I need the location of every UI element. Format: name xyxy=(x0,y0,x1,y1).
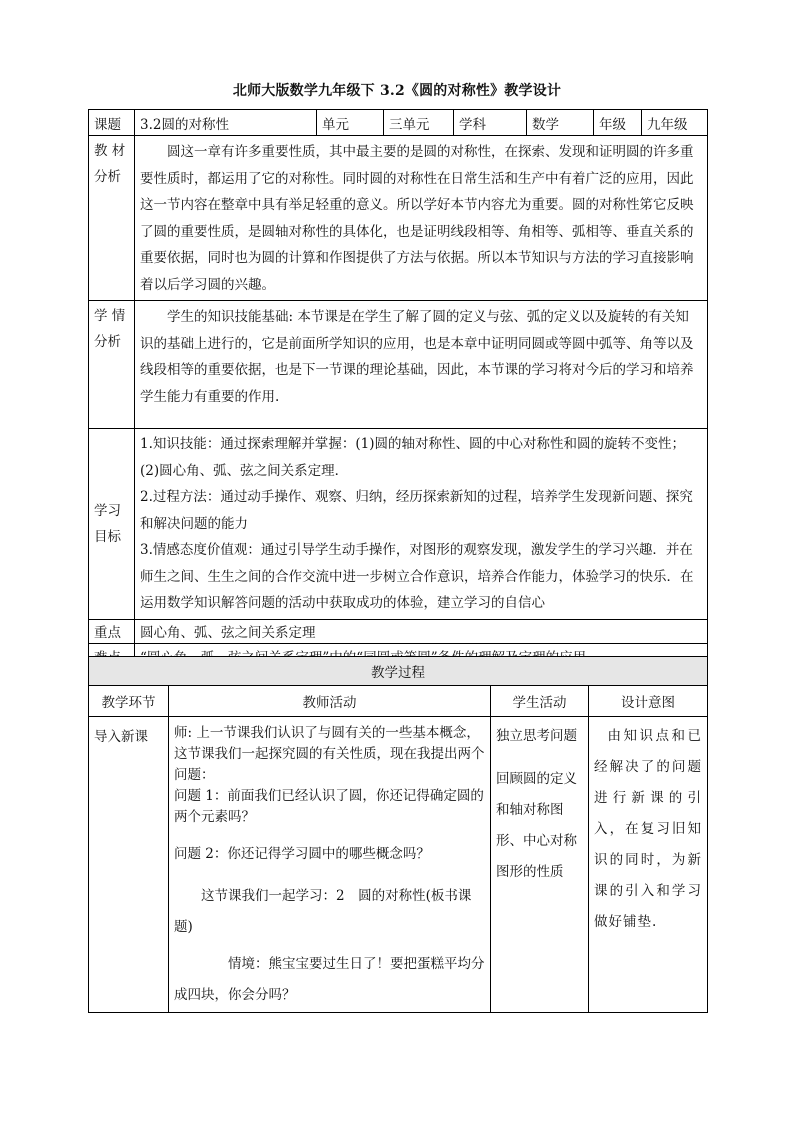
teacher-question-1: 问题 1：前面我们已经认识了圆，你还记得确定圆的两个元素吗？ xyxy=(174,788,484,825)
col-header-teacher: 教师活动 xyxy=(169,686,491,717)
objectives-row xyxy=(89,429,708,620)
design-intent-text: 由知识点和已经解决了的问题进行新课的引入，在复习旧知识的同时，为新课的引入和学习做好铺垫. xyxy=(594,728,702,930)
subject-value: 数学 xyxy=(527,110,594,136)
textbook-analysis-label: 教 材 分析 xyxy=(89,136,135,301)
topic-label: 课题 xyxy=(89,110,135,136)
objectives-label: 学习 目标 xyxy=(89,429,135,620)
teacher-scenario: 情境：熊宝宝要过生日了！要把蛋糕平均分成四块，你会分吗？ xyxy=(174,956,485,1003)
student-analysis-text: 学生的知识技能基础: 本节课是在学生了解了圆的定义与弦、弧的定义以及旋转的有关知识的基础上进行的，它是前面所学知识的应用，也是本章中证明同圆或等圆中弧等、角等以及线段相等的重要依据，也是下一节课的理论基础，因此，本节课的学习将对今后的学习和培养学生能力有重要的作用. xyxy=(135,301,708,429)
student-analysis-row xyxy=(89,301,708,429)
key-point-row xyxy=(89,619,708,643)
col-header-student: 学生活动 xyxy=(491,686,589,717)
student-activity-2: 回顾圆的定义和轴对称图形、中心对称图形的性质 xyxy=(496,771,577,880)
teacher-lesson-title: 这节课我们一起学习：2 圆的对称性(板书课题) xyxy=(174,888,472,935)
teacher-question-2: 问题 2：你还记得学习圆中的哪些概念吗？ xyxy=(174,846,430,862)
process-band-title: 教学过程 xyxy=(89,657,708,686)
process-row-intro xyxy=(89,717,708,1013)
unit-label: 单元 xyxy=(317,110,384,136)
objective-item: 1.知识技能：通过探索理解并掌握：(1)圆的轴对称性、圆的中心对称性和圆的旋转不变性；(2)圆心角、弧、弦之间关系定理． xyxy=(140,436,686,479)
teacher-intro: 师: 上一节课我们认识了与圆有关的一些基本概念，这节课我们一起探究圆的有关性质，现在我提出两个问题： xyxy=(174,725,485,783)
student-activity-1: 独立思考问题 xyxy=(496,728,577,744)
col-header-intent: 设计意图 xyxy=(589,686,708,717)
objective-item: 3.情感态度价值观：通过引导学生动手操作，对图形的观察发现，激发学生的学习兴趣．并在师生之间、生生之间的合作交流中进一步树立合作意识，培养合作能力，体验学习的快乐．在运用数学知识解答问题的活动中获取成功的体验，建立学习的自信心 xyxy=(140,542,694,611)
key-point-text: 圆心角、弧、弦之间关系定理 xyxy=(135,619,708,643)
key-point-label: 重点 xyxy=(89,619,135,643)
lesson-info-table xyxy=(88,109,708,670)
student-analysis-label: 学 情 分析 xyxy=(89,301,135,429)
teacher-activity-cell xyxy=(169,717,491,1013)
stage-cell: 导入新课 xyxy=(89,717,169,1013)
textbook-analysis-row xyxy=(89,136,708,301)
process-band-row xyxy=(89,657,708,686)
process-header-row xyxy=(89,686,708,717)
info-row xyxy=(89,110,708,136)
textbook-analysis-text: 圆这一章有许多重要性质，其中最主要的是圆的对称性，在探索、发现和证明圆的许多重要性质时，都运用了它的对称性。同时圆的对称性在日常生活和生产中有着广泛的应用，因此这一节内容在整章中具有举足轻重的意义。所以学好本节内容尤为重要。圆的对称性笫它反映了圆的重要性质，是圆轴对称性的具体化，也是证明线段相等、角相等、弧相等、垂直关系的重要依据，同时也为圆的计算和作图提供了方法与依据。所以本节知识与方法的学习直接影响着以后学习圆的兴趣。 xyxy=(135,136,708,301)
topic-value: 3.2圆的对称性 xyxy=(135,110,317,136)
document-title: 北师大版数学九年级下 3.2《圆的对称性》教学设计 xyxy=(232,83,562,99)
subject-label: 学科 xyxy=(454,110,527,136)
teaching-process-table xyxy=(88,656,708,1013)
student-activity-cell xyxy=(491,717,589,1013)
unit-value: 三单元 xyxy=(384,110,454,136)
grade-label: 年级 xyxy=(594,110,642,136)
col-header-stage: 教学环节 xyxy=(89,686,169,717)
design-intent-cell xyxy=(589,717,708,1013)
objectives-list xyxy=(135,429,708,620)
grade-value: 九年级 xyxy=(642,110,708,136)
objective-item: 2.过程方法：通过动手操作、观察、归纳，经历探索新知的过程，培养学生发现新问题、探究和解决问题的能力 xyxy=(140,489,693,532)
